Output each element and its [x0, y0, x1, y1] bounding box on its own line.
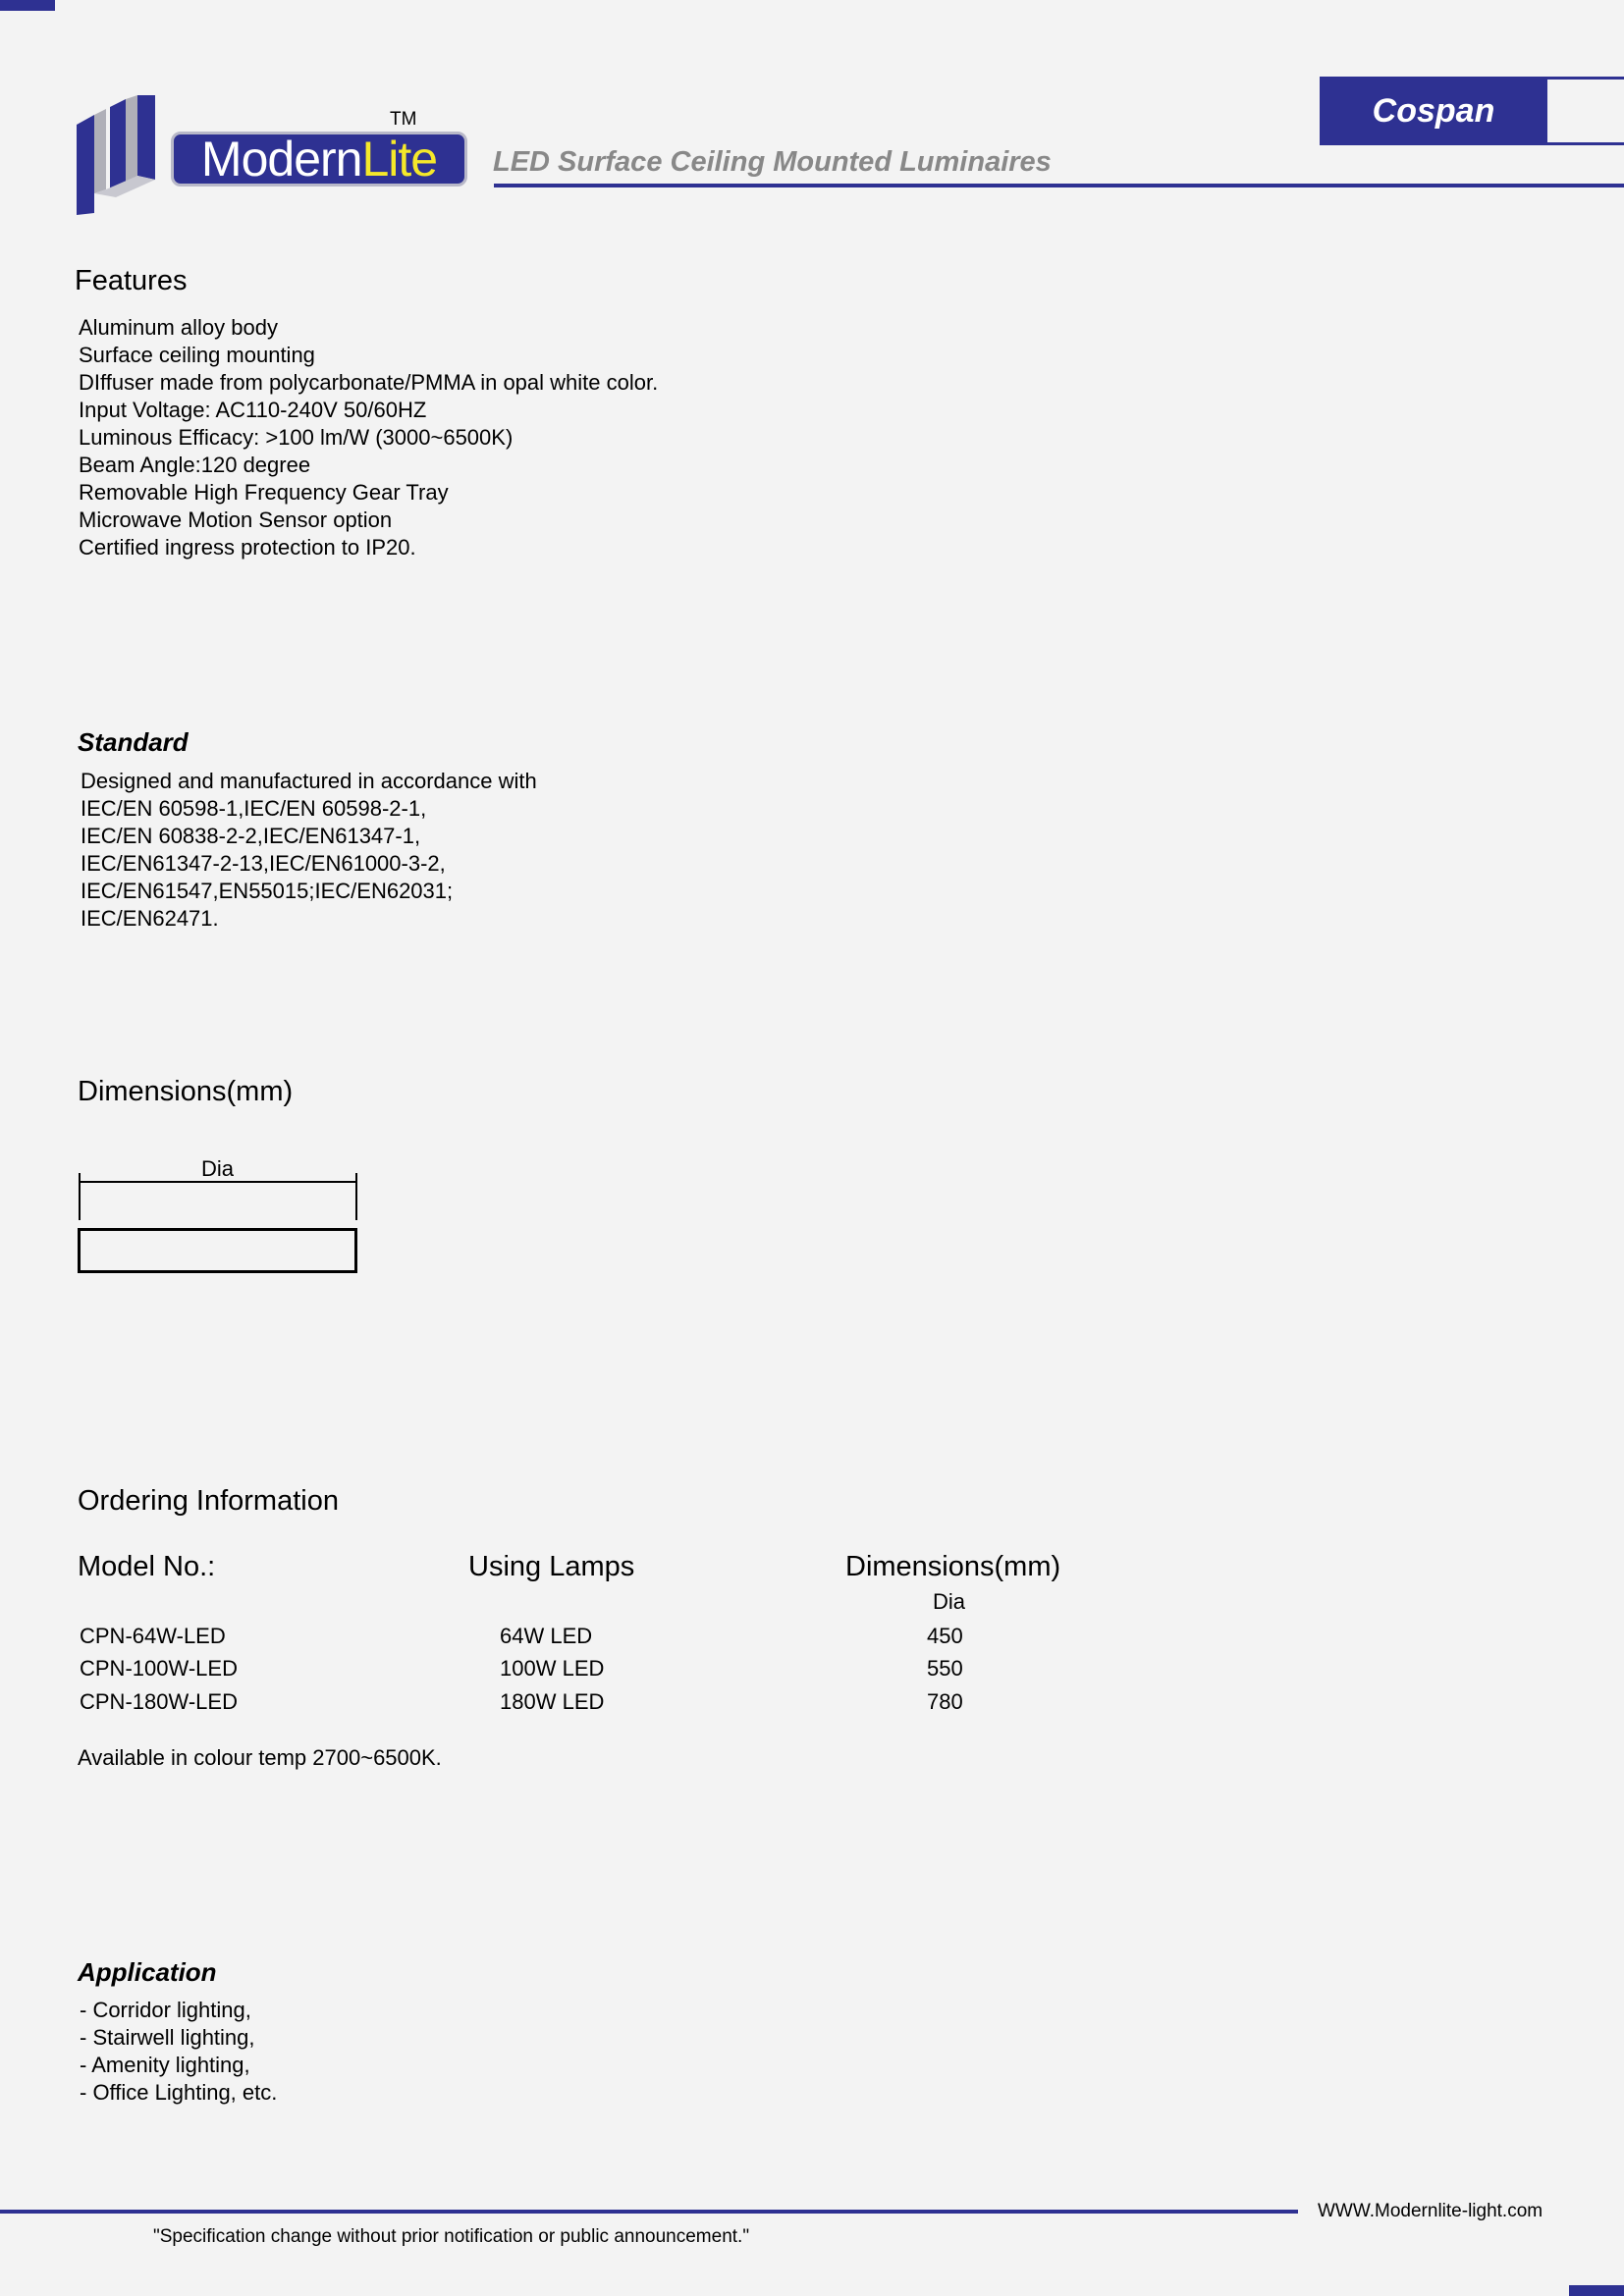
- subtitle-rule: [494, 184, 1624, 187]
- dimension-tick-right: [355, 1173, 357, 1220]
- standard-text: [81, 768, 537, 933]
- standard-line: IEC/EN61547,EN55015;IEC/EN62031;: [81, 879, 454, 903]
- feature-item: Removable High Frequency Gear Tray: [79, 480, 449, 505]
- footer-website: WWW.Modernlite-light.com: [1318, 2201, 1543, 2221]
- product-name-badge: Cospan: [1320, 77, 1547, 145]
- table-cell-model: CPN-100W-LED: [80, 1656, 238, 1681]
- feature-item: DIffuser made from polycarbonate/PMMA in opal white color.: [79, 370, 659, 395]
- corner-accent-top-left: [0, 0, 55, 11]
- logo-word-lite: Lite: [361, 132, 438, 187]
- features-list: [79, 314, 658, 561]
- col-header-model: Model No.:: [78, 1551, 216, 1582]
- application-item: - Office Lighting, etc.: [80, 2080, 278, 2105]
- dimension-dia-label: Dia: [201, 1156, 235, 1181]
- col-subheader-dia: Dia: [933, 1589, 966, 1614]
- application-list: [80, 1997, 277, 2107]
- standard-line: IEC/EN 60598-1,IEC/EN 60598-2-1,: [81, 796, 427, 821]
- col-header-dimensions: Dimensions(mm): [845, 1551, 1061, 1582]
- application-item: - Amenity lighting,: [80, 2053, 250, 2077]
- standard-line: IEC/EN61347-2-13,IEC/EN61000-3-2,: [81, 851, 446, 876]
- dimensions-heading: Dimensions(mm): [78, 1076, 294, 1107]
- feature-item: Microwave Motion Sensor option: [79, 507, 393, 532]
- standard-line: IEC/EN 60838-2-2,IEC/EN61347-1,: [81, 824, 421, 848]
- ordering-heading: Ordering Information: [78, 1485, 339, 1517]
- feature-item: Surface ceiling mounting: [79, 343, 315, 367]
- page-subtitle: LED Surface Ceiling Mounted Luminaires: [493, 146, 1052, 178]
- footer-disclaimer: "Specification change without prior notification or public announcement.": [153, 2226, 750, 2247]
- table-cell-dia: 780: [927, 1689, 963, 1714]
- standard-heading: Standard: [78, 727, 189, 757]
- feature-item: Luminous Efficacy: >100 lm/W (3000~6500K): [79, 425, 514, 450]
- corner-accent-bottom-right: [1569, 2285, 1624, 2296]
- header-rule-top: [1547, 77, 1624, 80]
- application-item: - Stairwell lighting,: [80, 2025, 255, 2050]
- colour-temp-note: Available in colour temp 2700~6500K.: [78, 1745, 442, 1770]
- features-heading: Features: [75, 265, 188, 296]
- luminaire-profile-drawing: [78, 1228, 357, 1273]
- logo-wordmark: [171, 132, 467, 187]
- feature-item: Input Voltage: AC110-240V 50/60HZ: [79, 398, 427, 422]
- table-cell-lamp: 100W LED: [500, 1656, 605, 1681]
- logo-word-modern: Modern: [200, 132, 362, 187]
- dimension-tick-left: [79, 1173, 81, 1220]
- dimension-line: [79, 1181, 357, 1183]
- logo-bars-icon: [77, 95, 175, 218]
- table-cell-model: CPN-180W-LED: [80, 1689, 238, 1714]
- feature-item: Certified ingress protection to IP20.: [79, 535, 416, 560]
- header-rule-bottom: [1547, 142, 1624, 145]
- standard-line: Designed and manufactured in accordance with: [81, 769, 537, 793]
- application-item: - Corridor lighting,: [80, 1998, 251, 2022]
- table-cell-lamp: 64W LED: [500, 1624, 593, 1648]
- footer-rule: [0, 2210, 1298, 2214]
- col-header-lamps: Using Lamps: [468, 1551, 635, 1582]
- table-cell-lamp: 180W LED: [500, 1689, 605, 1714]
- logo: [77, 95, 438, 218]
- table-cell-model: CPN-64W-LED: [80, 1624, 226, 1648]
- application-heading: Application: [78, 1957, 217, 1987]
- trademark-mark: TM: [390, 109, 417, 130]
- feature-item: Beam Angle:120 degree: [79, 453, 311, 477]
- table-cell-dia: 450: [927, 1624, 963, 1648]
- table-cell-dia: 550: [927, 1656, 963, 1681]
- feature-item: Aluminum alloy body: [79, 315, 278, 340]
- standard-line: IEC/EN62471.: [81, 906, 219, 931]
